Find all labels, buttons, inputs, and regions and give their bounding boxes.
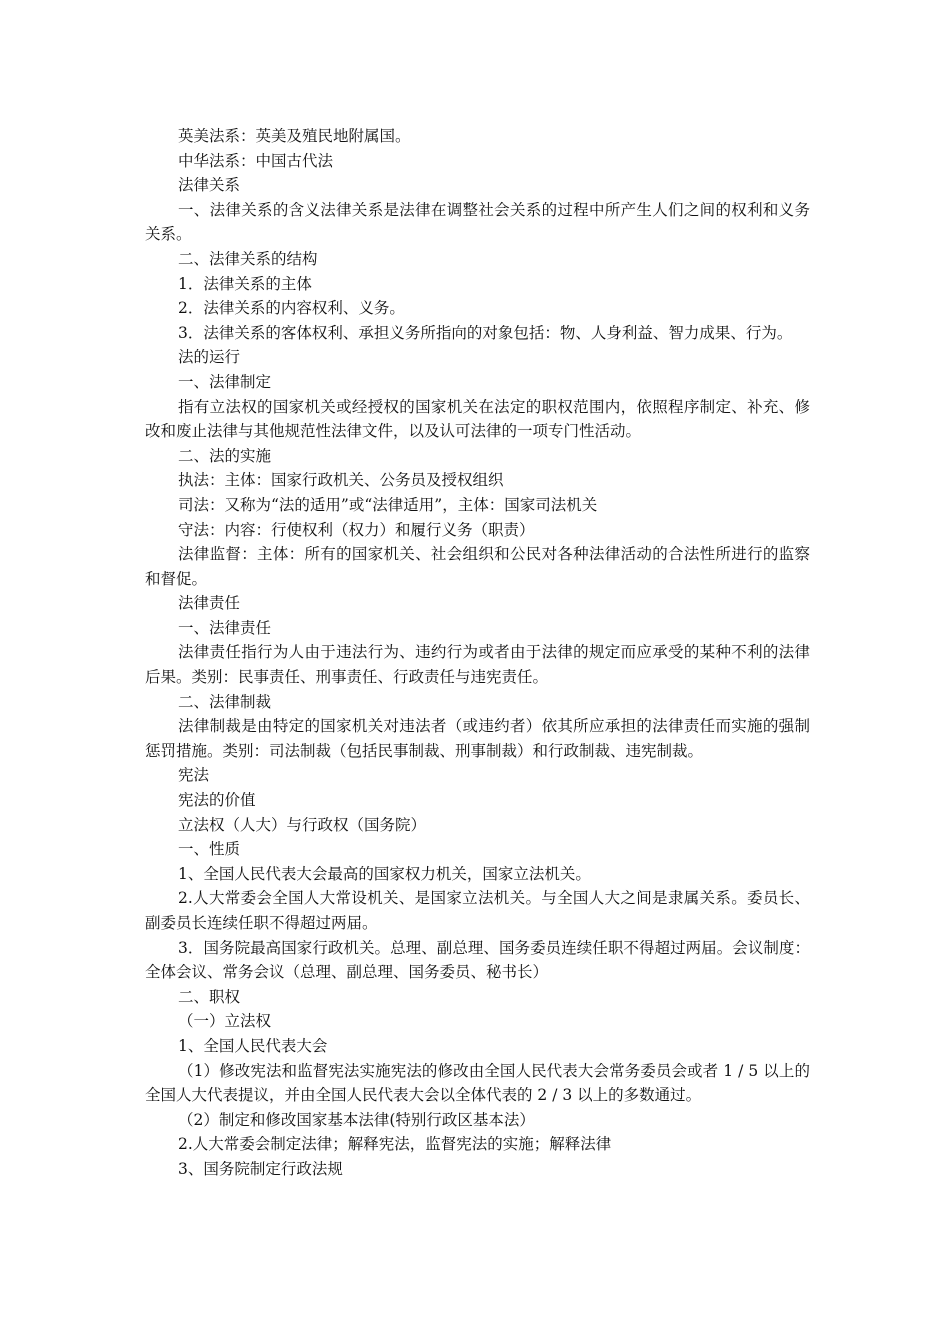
list-item-state-council-powers: 3、国务院制定行政法规	[178, 1159, 343, 1178]
list-item-state-council: 3．国务院最高国家行政机关。总理、副总理、国务委员连续任职不得超过两届。会议制度：全体会议、常务会议（总理、副总理、国务委员、秘书长）	[145, 938, 810, 982]
heading-constitution-value: 宪法的价值	[178, 791, 256, 810]
paragraph-chinese-law: 中华法系：中国古代法	[178, 151, 334, 170]
paragraph-legal-relations-meaning: 一、法律关系的含义法律关系是法律在调整社会关系的过程中所产生人们之间的权利和义务关系。	[145, 200, 810, 244]
paragraph-anglo-american-law: 英美法系：英美及殖民地附属国。	[178, 127, 411, 145]
paragraph-lawmaking-definition: 指有立法权的国家机关或经授权的国家机关在法定的职权范围内，依照程序制定、补充、修改和废止法律与其他规范性法律文件，以及认可法律的一项专门性活动。	[145, 397, 810, 441]
list-item-npc: 1、全国人民代表大会最高的国家权力机关，国家立法机关。	[178, 864, 591, 883]
heading-legal-relations-structure: 二、法律关系的结构	[178, 249, 318, 268]
heading-nature: 一、性质	[178, 840, 241, 859]
paragraph-legal-supervision: 法律监督：主体：所有的国家机关、社会组织和公民对各种法律活动的合法性所进行的监察和督促。	[145, 545, 810, 588]
heading-constitution: 宪法	[178, 766, 210, 785]
subheading-legal-liability: 一、法律责任	[178, 618, 272, 637]
paragraph-basic-laws: （2）制定和修改国家基本法律(特别行政区基本法）	[178, 1110, 535, 1129]
paragraph-law-abiding: 守法：内容：行使权利（权力）和履行义务（职责）	[178, 520, 535, 539]
paragraph-legal-liability-definition: 法律责任指行为人由于违法行为、违约行为或者由于法律的规定而应承受的某种不利的法律后果。类别：民事责任、刑事责任、行政责任与违宪责任。	[145, 643, 810, 687]
heading-operation-of-law: 法的运行	[178, 348, 241, 367]
heading-legislative-executive-power: 立法权（人大）与行政权（国务院）	[178, 815, 427, 834]
paragraph-judiciary: 司法：又称为“法的适用”或“法律适用”，主体：国家司法机关	[178, 495, 598, 514]
list-item-object: 3．法律关系的客体权利、承担义务所指向的对象包括：物、人身利益、智力成果、行为。	[178, 323, 793, 342]
list-item-standing-committee-powers: 2.人大常委会制定法律；解释宪法，监督宪法的实施；解释法律	[178, 1135, 612, 1154]
heading-lawmaking: 一、法律制定	[178, 372, 272, 391]
paragraph-legal-sanctions-definition: 法律制裁是由特定的国家机关对违法者（或违约者）依其所应承担的法律责任而实施的强制惩罚措施。类别：司法制裁（包括民事制裁、刑事制裁）和行政制裁、违宪制裁。	[145, 717, 810, 760]
list-item-subject: 1．法律关系的主体	[178, 274, 312, 293]
heading-legal-relations: 法律关系	[178, 176, 241, 195]
list-item-npc-standing-committee: 2.人大常委会全国人大常设机关、是国家立法机关。与全国人大之间是隶属关系。委员长、副委员长连续任职不得超过两届。	[145, 889, 810, 932]
paragraph-law-enforcement: 执法：主体：国家行政机关、公务员及授权组织	[178, 471, 504, 490]
list-item-npc-powers: 1、全国人民代表大会	[178, 1036, 328, 1055]
heading-legal-liability: 法律责任	[178, 594, 241, 613]
document-body	[145, 124, 810, 1182]
heading-legal-sanctions: 二、法律制裁	[178, 692, 272, 711]
paragraph-constitution-amendment: （1）修改宪法和监督宪法实施宪法的修改由全国人民代表大会常务委员会或者 1 / 5 以上的全国人大代表提议，并由全国人民代表大会以全体代表的 2 / 3 以上的多数通过。	[145, 1061, 810, 1105]
list-item-content: 2．法律关系的内容权利、义务。	[178, 299, 405, 318]
heading-powers: 二、职权	[178, 987, 241, 1006]
heading-legislative-power: （一）立法权	[178, 1012, 272, 1031]
heading-implementation: 二、法的实施	[178, 446, 272, 465]
